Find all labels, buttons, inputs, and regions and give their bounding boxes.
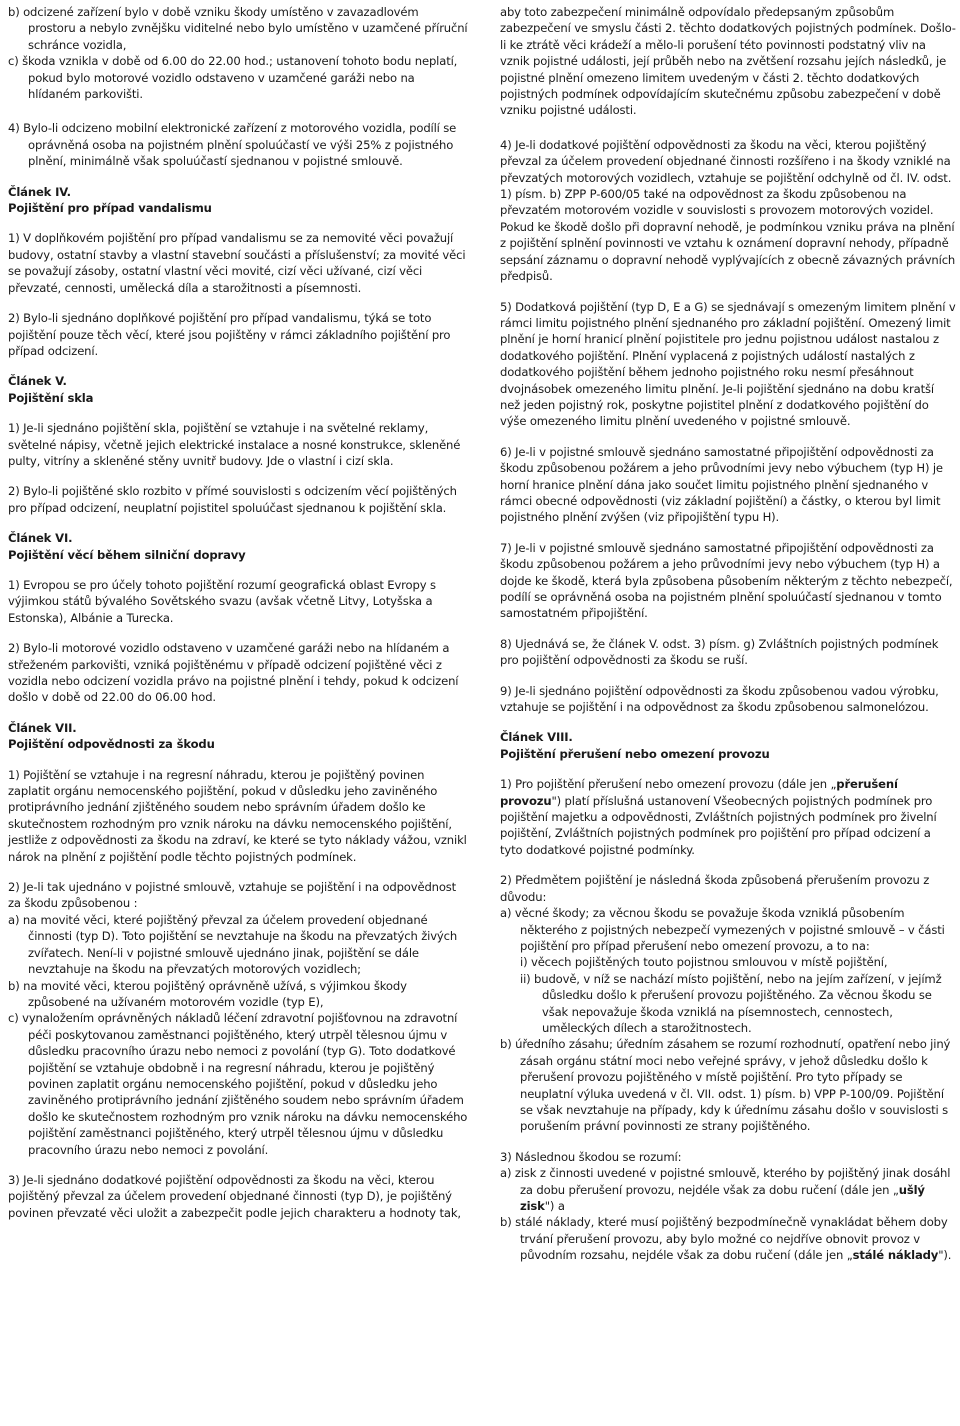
article-5-paragraph-2: 2) Bylo-li pojištěné sklo rozbito v přímé souvislosti s odcizením věcí pojištěných pro případ odcizení, neuplatní pojistitel spoluúčast sjednanou k pojištění skla.	[8, 484, 457, 515]
article-8-p3a-start: a) zisk z činnosti uvedené v pojistné smlouvě, kterého by pojištěný jinak dosáhl za dobu přerušení provozu, nejdéle však za dobu ručení (dále jen „	[500, 1166, 951, 1197]
article-7-paragraph-3: 3) Je-li sjednáno dodatkové pojištění odpovědnosti za škodu na věci, kterou pojištěný převzal za účelem provedení objednané činnosti (typ D), je pojištěný povinen převzaté věci uložit a zabezpečit podle jejich charakteru a hodnoty tak,	[8, 1172, 461, 1220]
term-stale-naklady: stálé náklady	[852, 1248, 939, 1263]
term-usly-zisk: ušlý zisk	[520, 1182, 925, 1213]
article-4-heading: Pojištění pro případ vandalismu	[8, 201, 212, 216]
article-7-paragraph-5: 5) Dodatková pojištění (typ D, E a G) se sjednávají s omezeným limitem plnění v rámci limitu pojistného plnění sjednaného pro základní pojištění. Omezený limit plnění je horní hranicí plnění pojistitele pro jednu pojistnou událost nastalou z dodatkového pojištění. Plnění vyplacená z pojistných událostí nastalých z dodatkového pojištění během jednoho pojistného roku nesmí přesáhnout dvojnásobek omezeného limitu plnění. Je-li pojištění sjednáno na dobu kratší než jeden pojistný rok, poskytne pojistitel plnění z dodatkového pojištění do výše omezeného limitu plnění uvedeného v pojistné smlouvě.	[500, 299, 956, 429]
continued-text: aby toto zabezpečení minimálně odpovídalo předepsaným způsobům zabezpečení ve smyslu části 2. těchto dodatkových pojistných podmínek. Došlo-li ke ztrátě věci krádeží a mělo-li porušení této povinnosti podstatný vliv na vznik pojistné události, její průběh nebo na zvětšení rozsahu jejích následků, je pojistné plnění omezeno limitem uvedeným v části 2. těchto dodatkových pojistných podmínek odpovídajícím skutečnému způsobu zabezpečení v době vzniku pojistné události.	[500, 5, 956, 118]
article-7-paragraph-8: 8) Ujednává se, že článek V. odst. 3) písm. g) Zvláštních pojistných podmínek pro pojištění odpovědnosti za škodu se ruší.	[500, 636, 939, 668]
article-5-heading: Pojištění skla	[8, 390, 94, 405]
article-8-p3b-start: b) stálé náklady, které musí pojištěný bezpodmínečně vynakládat během doby trvání přerušení provozu, aby bylo možné co nejdříve obnovit provoz v původním rozsahu, nejdéle však za dobu ručení (dále jen „	[500, 1215, 948, 1263]
article-7-heading: Pojištění odpovědnosti za škodu	[8, 737, 215, 752]
clause-c: c) škoda vznikla v době od 6.00 do 22.00 hod.; ustanovení tohoto bodu neplatí, pokud bylo motorové vozidlo odstaveno v uzamčené garáži nebo na hlídaném parkovišti.	[8, 54, 458, 102]
article-5-paragraph-1: 1) Je-li sjednáno pojištění skla, pojištění se vztahuje i na světelné reklamy, světelné nápisy, včetně jejich elektrické instalace a nosné konstrukce, skleněné pulty, vitríny a skleněné stěny uvnitř budovy. Jde o vlastní i cizí skla.	[8, 421, 461, 468]
article-4-title: Článek IV.	[8, 184, 71, 199]
article-7-paragraph-4: 4) Je-li dodatkové pojištění odpovědnosti za škodu na věci, kterou pojištěný převzal za účelem provedení objednané činnosti rozšířeno i na škody vzniklé na převzatých motorových vozidlech, vztahuje se pojištění odchylně od čl. IV. odst. 1) písm. b) ZPP P-600/05 také na odpovědnost za škodu způsobenou na převzatém motorovém vozidle v souvislosti s provozem motorových vozidel. Pokud ke škodě došlo při dopravní nehodě, je podmínkou vzniku práva na plnění z pojištění splnění povinnosti ve vztahu k oznámení dopravní nehody, případně sepsání záznamu o dopravní nehodě vyplývajících z obecně závazných právních předpisů.	[500, 137, 956, 284]
article-5-title: Článek V.	[8, 374, 67, 389]
article-8-title: Článek VIII.	[500, 730, 573, 745]
article-8-heading: Pojištění přerušení nebo omezení provozu	[500, 746, 770, 761]
article-8-p3-item-a	[500, 1165, 956, 1214]
article-8-paragraph-2: 2) Předmětem pojištění je následná škoda způsobená přerušením provozu z důvodu:	[500, 873, 930, 904]
article-8-item-b: b) úředního zásahu; úředním zásahem se rozumí rozhodnutí, opatření nebo jiný zásah orgánu státní moci nebo veřejné správy, v jehož důsledku došlo k přerušení provozu pojištěného v místě pojištění. Pro tyto případy se neuplatní výluka uvedená v čl. VII. odst. 1) písm. b) VPP P-100/09. Pojištění se však nevztahuje na případy, kdy k úřednímu zásahu došlo v souvislosti s porušením právní povinnosti ze strany pojištěného.	[500, 1037, 951, 1134]
article-7-item-a: a) na movité věci, které pojištěný převzal za účelem provedení objednané činnosti (typ D). Toto pojištění se nevztahuje na škodu na převzatých živých zvířatech. Není-li v pojistné smlouvě ujednáno jinak, pojištění se dále nevztahuje na škodu na převzatých motorových vozidlech;	[8, 912, 458, 977]
article-8-p3-item-b	[500, 1214, 956, 1263]
article-7-item-b: b) na movité věci, kterou pojištěný oprávněně užívá, s výjimkou škody způsobené na užívaném motorovém vozidle (typ E),	[8, 978, 407, 1009]
article-6-heading: Pojištění věcí během silniční dopravy	[8, 547, 246, 562]
article-7-paragraph-1: 1) Pojištění se vztahuje i na regresní náhradu, kterou je pojištěný povinen zaplatit orgánu nemocenského pojištění, pokud v důsledku jeho zaviněného protiprávního jednání zjištěného soudem nebo správním úřadem došlo ke skutečnostem rozhodným pro vznik nároku na dávku nemocenského pojištění, jestliže z odpovědnosti za škodu na zdraví, ke které se tyto náklady vážou, vznikl nárok na plnění z pojištění podle těchto pojistných podmínek.	[8, 767, 467, 864]
article-4-paragraph-2: 2) Bylo-li sjednáno doplňkové pojištění pro případ vandalismu, týká se toto pojištění pouze těch věcí, které jsou pojištěny v rámci základního pojištění pro případ odcizení.	[8, 311, 451, 358]
article-7-paragraph-9: 9) Je-li sjednáno pojištění odpovědnosti za škodu způsobenou vadou výrobku, vztahuje se pojištění i na odpovědnost za škodu způsobenou salmonelózou.	[500, 683, 939, 715]
article-8-p3a-end: ") a	[544, 1199, 565, 1213]
article-7-title: Článek VII.	[8, 720, 77, 735]
paragraph-4: 4) Bylo-li odcizeno mobilní elektronické zařízení z motorového vozidla, podílí se oprávněná osoba na pojistném plnění spoluúčastí ve výši 25% z pojistného plnění, minimálně však spoluúčastí sjednanou v pojistné smlouvě.	[8, 121, 457, 169]
article-8-p1-end: ") platí příslušná ustanovení Všeobecných pojistných podmínek pro pojištění majetku a odpovědnosti, Zvláštních pojistných podmínek pro živelní pojištění, Zvláštních pojistných podmínek pro pojištění pro případ odcizení a tyto dodatkové pojistné podmínky.	[500, 793, 937, 857]
article-7-paragraph-7: 7) Je-li v pojistné smlouvě sjednáno samostatné připojištění odpovědnosti za škodu způsobenou požárem a jeho průvodními jevy nebo výbuchem (typ H) a dojde ke škodě, která byla způsobena působením některým z těchto nebezpečí, podílí se oprávněná osoba na pojistném plnění spoluúčastí sjednanou v tomto samostatném připojištění.	[500, 540, 953, 621]
article-7-item-c: c) vynaložením oprávněných nákladů léčení zdravotní pojišťovnou na zdravotní péči poskytovanou zaměstnanci pojištěného, který utrpěl tělesnou újmu v důsledku pracovního úrazu nebo nemoci z povolání (typ G). Toto dodatkové pojištění se vztahuje obdobně i na regresní náhradu, kterou je pojištěný povinen zaplatit orgánu nemocenského pojištění, pokud v důsledku jeho zaviněného protiprávního jednání zjištěného soudem nebo správním úřadem došlo ke skutečnostem rozhodným pro vznik nároku na dávku nemocenského pojištění zaměstnanci pojištěného, který utrpěl tělesnou újmu v důsledku pracovního úrazu nebo nemoci z povolání.	[8, 1011, 468, 1157]
article-8-item-a: a) věcné škody; za věcnou škodu se považuje škoda vzniklá působením některého z pojistných nebezpečí vymezených v pojistné smlouvě – v části pojištění pro případ přerušení nebo omezení provozu, a to na:	[500, 906, 945, 953]
article-8-p1-start: 1) Pro pojištění přerušení nebo omezení provozu (dále jen „	[500, 777, 837, 792]
article-6-title: Článek VI.	[8, 531, 73, 546]
article-8-item-a-i: i) věcech pojištěných touto pojistnou smlouvou v místě pojištění,	[520, 955, 888, 970]
right-column	[500, 4, 956, 1264]
article-7-paragraph-6: 6) Je-li v pojistné smlouvě sjednáno samostatné připojištění odpovědnosti za škodu způsobenou požárem a jeho průvodními jevy nebo výbuchem (typ H) je horní hranice plnění dána jako součet limitu pojistného plnění sjednaného v rámci obecné odpovědnosti (viz základní pojištění) a částky, o kterou byl limit pojistného plnění zvýšen (viz připojištění typu H).	[500, 444, 943, 525]
left-column	[8, 4, 468, 1221]
term-preruseni-provozu: přerušení provozu	[500, 777, 898, 808]
clause-b: b) odcizené zařízení bylo v době vzniku škody umístěno v zavazadlovém prostoru a nebylo zvnějšku viditelné nebo bylo umístěno v uzamčené příruční schránce vozidla,	[8, 5, 468, 52]
article-8-paragraph-3: 3) Následnou škodou se rozumí:	[500, 1149, 682, 1164]
article-6-paragraph-1: 1) Evropou se pro účely tohoto pojištění rozumí geografická oblast Evropy s výjimkou států bývalého Sovětského svazu (avšak včetně Litvy, Lotyšska a Estonska), Albánie a Turecka.	[8, 577, 436, 625]
article-8-paragraph-1	[500, 776, 956, 858]
article-8-p3b-end: ").	[938, 1248, 952, 1263]
article-6-paragraph-2: 2) Bylo-li motorové vozidlo odstaveno v uzamčené garáži nebo na hlídaném a střeženém parkovišti, vzniká pojištěnému v případě odcizení pojištěné věci z vozidla nebo odcizení vozidla právo na pojistné plnění i tehdy, pokud k odcizení došlo v době od 22.00 do 06.00 hod.	[8, 641, 459, 705]
article-4-paragraph-1: 1) V doplňkovém pojištění pro případ vandalismu se za nemovité věci považují budovy, ostatní stavby a vlastní stavební součásti a příslušenství; za movité věci se považují zásoby, ostatní vlastní věci movité, cizí věci užívané, cizí věci převzaté, cennosti, umělecká díla a starožitnosti a písemnosti.	[8, 231, 466, 295]
article-8-item-a-ii: ii) budově, v níž se nachází místo pojištění, nebo na jejím zařízení, v jejímž důsledku došlo k přerušení provozu pojištěného. Za věcnou škodu se však nepovažuje škoda vzniklá na písemnostech, cennostech, uměleckých dílech a starožitnostech.	[520, 971, 942, 1035]
article-7-paragraph-2: 2) Je-li tak ujednáno v pojistné smlouvě, vztahuje se pojištění i na odpovědnost za škodu způsobenou :	[8, 880, 457, 911]
